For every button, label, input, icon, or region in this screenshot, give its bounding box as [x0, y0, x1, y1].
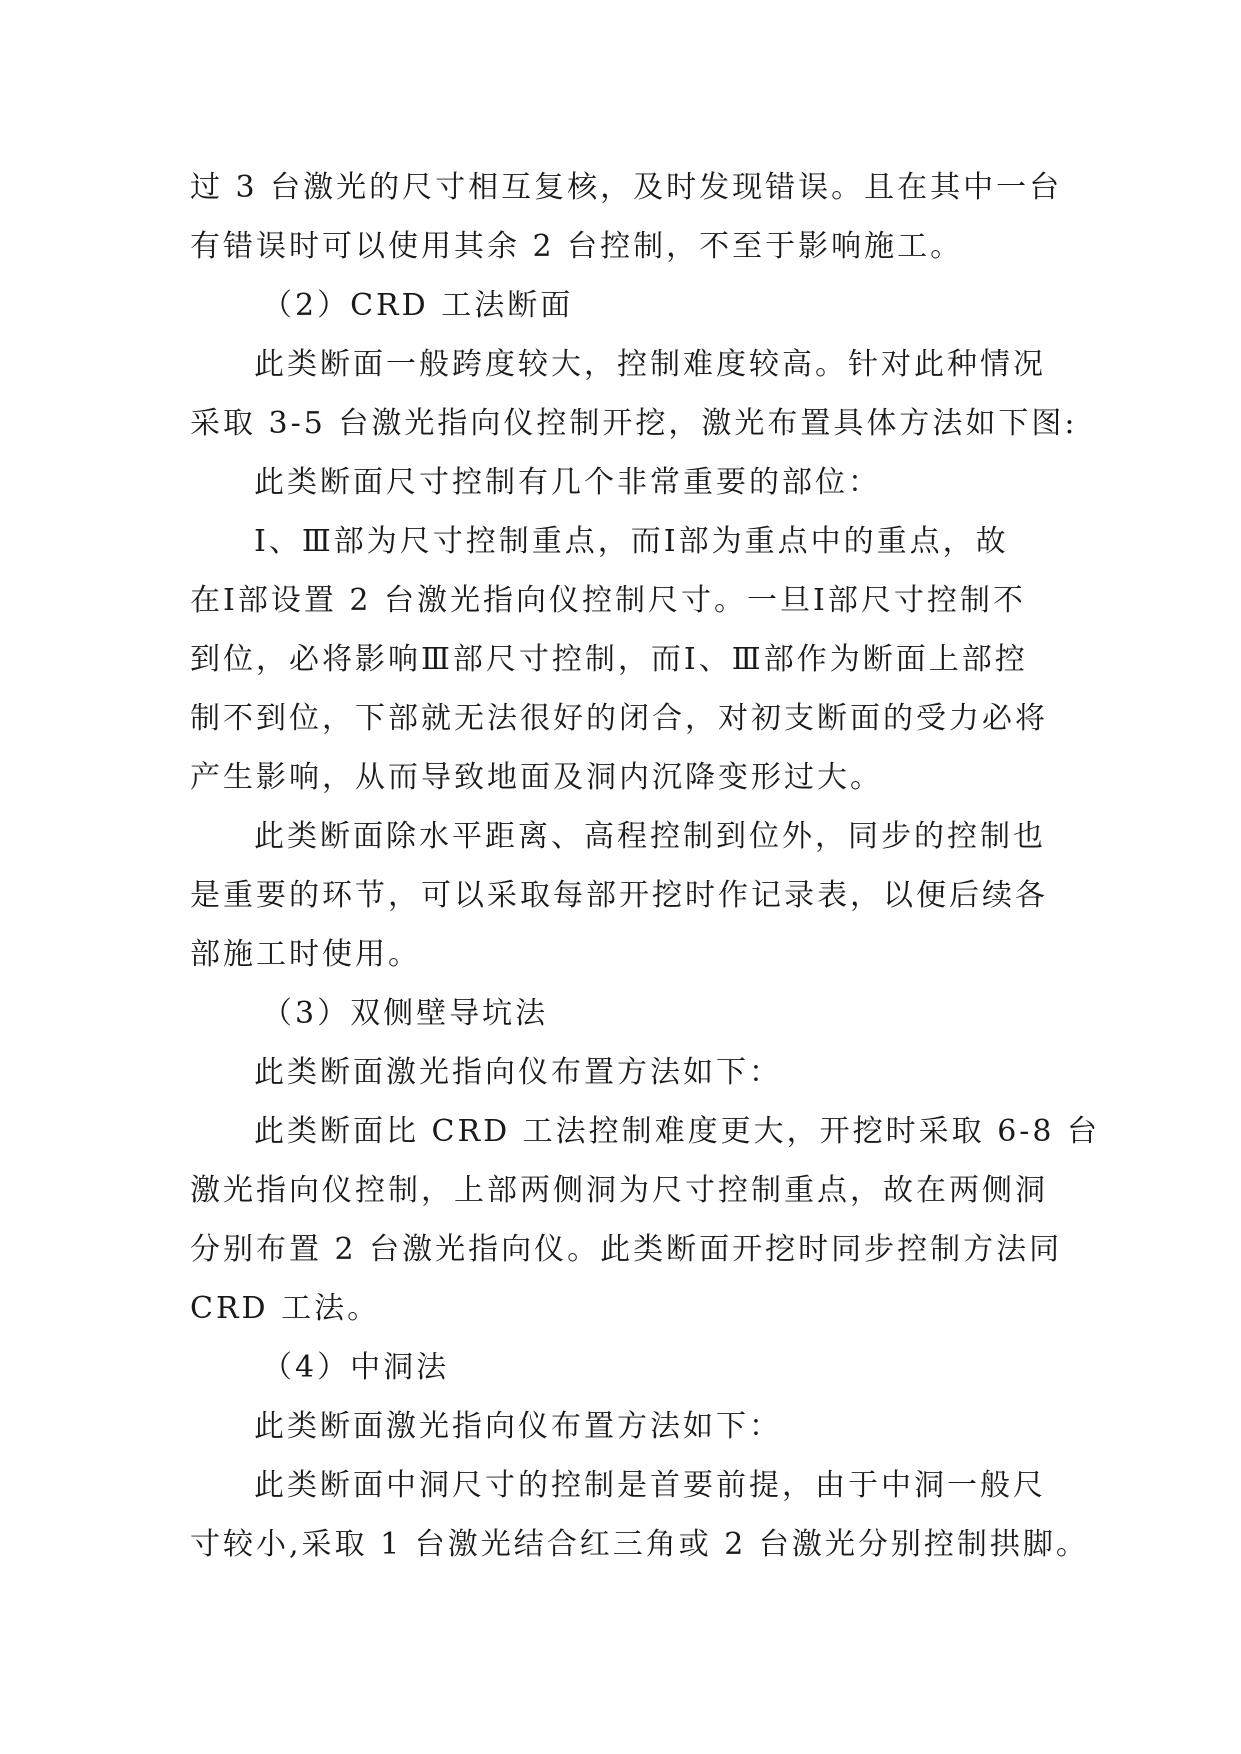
paragraph-first-line: 此类断面中洞尺寸的控制是首要前提，由于中洞一般尺 — [254, 1468, 1046, 1503]
text-line: 采取 3-5 台激光指向仪控制开挖，激光布置具体方法如下图: — [190, 406, 1078, 441]
paragraph-first-line: 此类断面除水平距离、高程控制到位外，同步的控制也 — [254, 819, 1046, 854]
paragraph-first-line: 此类断面一般跨度较大，控制难度较高。针对此种情况 — [254, 347, 1046, 382]
paragraph-first-line: Ⅰ、Ⅲ部为尺寸控制重点，而Ⅰ部为重点中的重点，故 — [254, 524, 1009, 559]
text-line: 寸较小,采取 1 台激光结合红三角或 2 台激光分别控制拱脚。 — [190, 1527, 1089, 1562]
section-heading: （4）中洞法 — [262, 1350, 450, 1385]
paragraph-first-line: 此类断面比 CRD 工法控制难度更大，开挖时采取 6-8 台 — [254, 1114, 1101, 1149]
text-line: 激光指向仪控制，上部两侧洞为尺寸控制重点，故在两侧洞 — [190, 1173, 1048, 1208]
text-line: 过 3 台激光的尺寸相互复核，及时发现错误。且在其中一台 — [190, 170, 1063, 205]
text-line: 在Ⅰ部设置 2 台激光指向仪控制尺寸。一旦Ⅰ部尺寸控制不 — [190, 583, 1026, 618]
paragraph-first-line: 此类断面激光指向仪布置方法如下： — [254, 1055, 782, 1090]
text-line: 分别布置 2 台激光指向仪。此类断面开挖时同步控制方法同 — [190, 1232, 1063, 1267]
paragraph-first-line: 此类断面激光指向仪布置方法如下： — [254, 1409, 782, 1444]
text-line: 是重要的环节，可以采取每部开挖时作记录表，以便后续各 — [190, 878, 1048, 913]
text-line: 部施工时使用。 — [190, 937, 421, 972]
text-line: 到位，必将影响Ⅲ部尺寸控制，而Ⅰ、Ⅲ部作为断面上部控 — [190, 642, 1028, 677]
text-line: 制不到位，下部就无法很好的闭合，对初支断面的受力必将 — [190, 701, 1048, 736]
section-heading: （3）双侧壁导坑法 — [262, 996, 549, 1031]
section-heading: （2）CRD 工法断面 — [262, 288, 574, 323]
text-line: CRD 工法。 — [190, 1291, 381, 1326]
text-line: 产生影响，从而导致地面及洞内沉降变形过大。 — [190, 760, 883, 795]
paragraph-first-line: 此类断面尺寸控制有几个非常重要的部位： — [254, 465, 881, 500]
text-line: 有错误时可以使用其余 2 台控制，不至于影响施工。 — [190, 229, 964, 264]
